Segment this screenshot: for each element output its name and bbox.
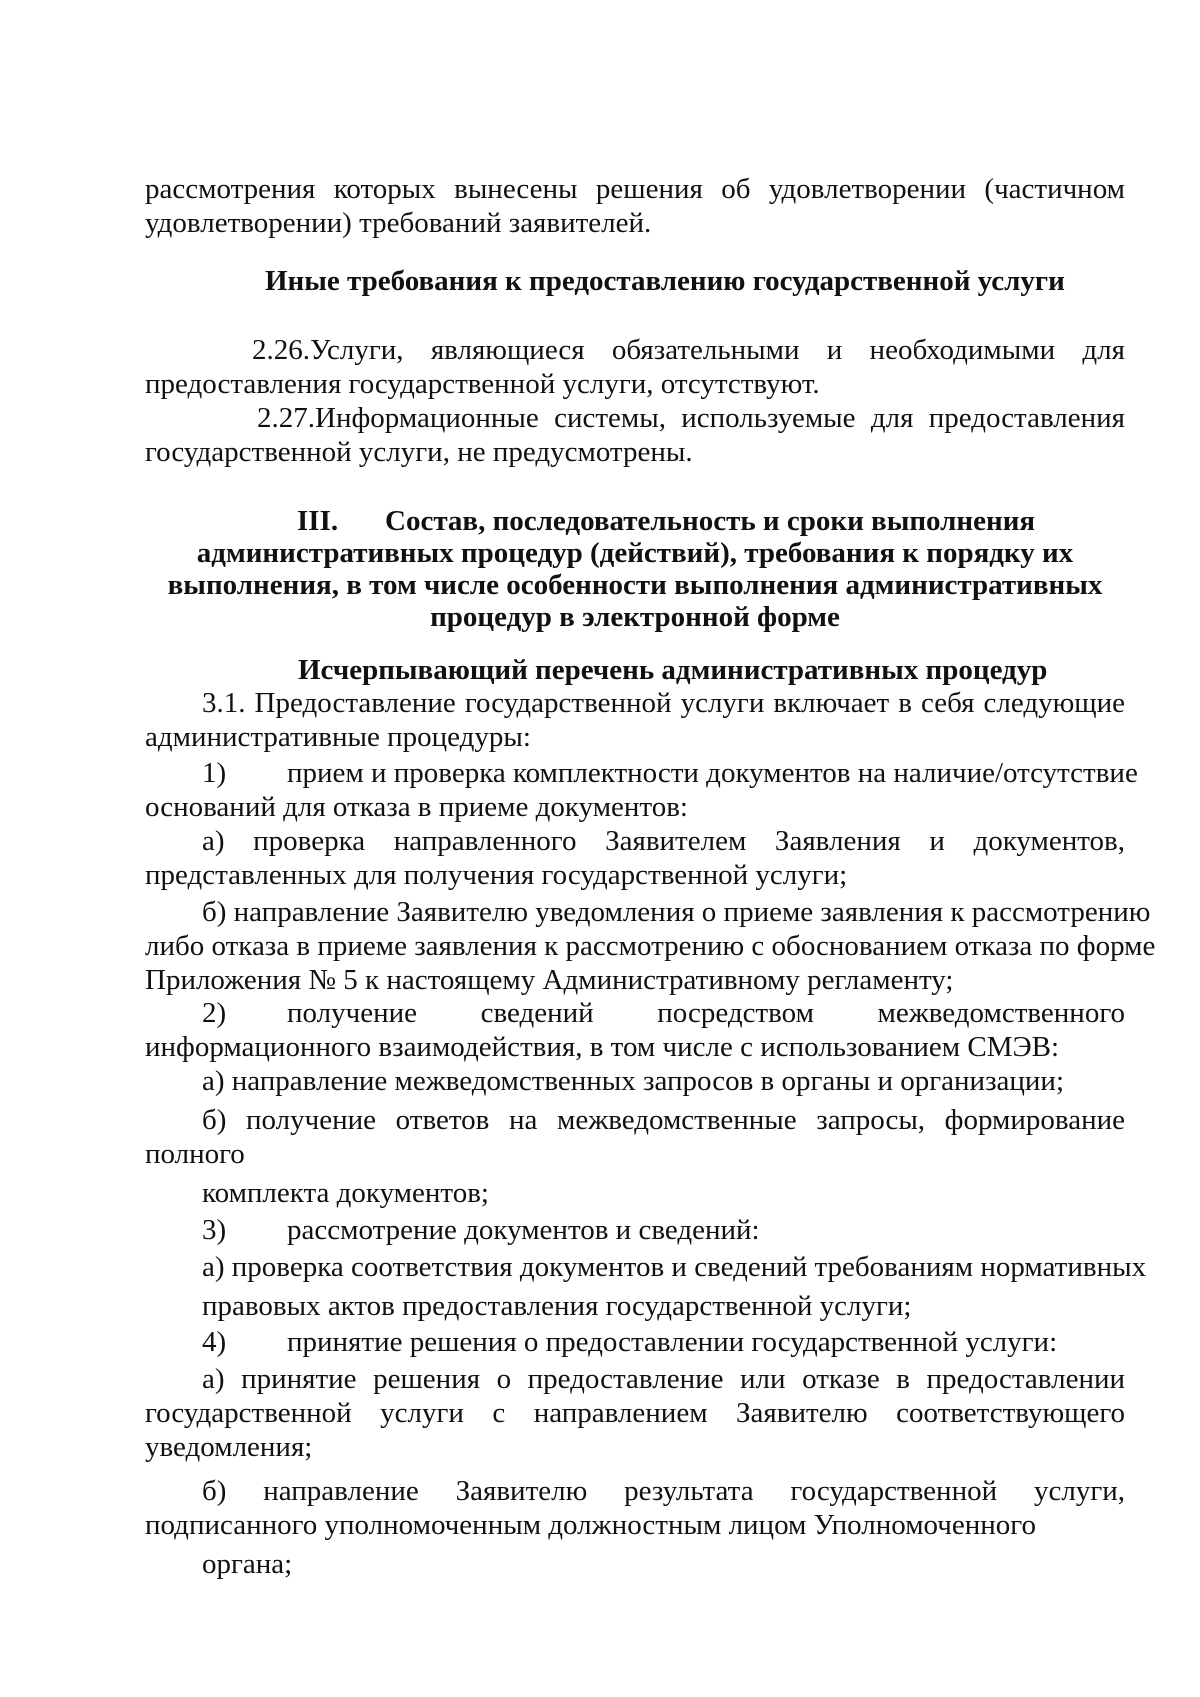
- section-heading-line: процедур в электронной форме: [430, 601, 840, 633]
- list-subitem-line: органа;: [202, 1548, 293, 1580]
- list-subitem-line: Приложения № 5 к настоящему Административному регламенту;: [145, 964, 954, 996]
- paragraph-line: 2.26.Услуги, являющиеся обязательными и необходимыми для: [252, 334, 1125, 366]
- list-subitem-line: подписанного уполномоченным должностным лицом Уполномоченного: [145, 1509, 1036, 1541]
- paragraph-line: административные процедуры:: [145, 721, 531, 753]
- list-item-line: принятие решения о предоставлении государственной услуги:: [287, 1326, 1058, 1358]
- list-item-line: рассмотрение документов и сведений:: [287, 1214, 760, 1246]
- list-subitem-line: а) принятие решения о предоставление или отказе в предоставлении: [202, 1363, 1125, 1395]
- section-heading-line: административных процедур (действий), требования к порядку их: [196, 537, 1074, 569]
- list-number: 1): [202, 757, 227, 789]
- list-subitem-line: полного: [145, 1138, 245, 1170]
- list-subitem-line: уведомления;: [145, 1431, 313, 1463]
- section-heading-line: выполнения, в том числе особенности выполнения административных: [167, 569, 1103, 601]
- list-subitem-line: а) направление межведомственных запросов в органы и организации;: [202, 1065, 1065, 1097]
- section-heading-line: Состав, последовательность и сроки выполнения: [385, 505, 1036, 537]
- paragraph-line: 2.27.Информационные системы, используемые для предоставления: [257, 402, 1125, 434]
- list-subitem-line: правовых актов предоставления государственной услуги;: [202, 1290, 912, 1322]
- list-item-line: оснований для отказа в приеме документов:: [145, 791, 688, 823]
- section-heading: Иные требования к предоставлению государственной услуги: [265, 265, 1065, 297]
- list-subitem-line: либо отказа в приеме заявления к рассмотрению с обоснованием отказа по форме: [145, 930, 1156, 962]
- list-subitem-line: государственной услуги с направлением Заявителю соответствующего: [145, 1397, 1125, 1429]
- list-subitem-line: а) проверка соответствия документов и сведений требованиям нормативных: [202, 1251, 1147, 1283]
- list-number: 3): [202, 1214, 227, 1246]
- list-item-line: получение сведений посредством межведомственного: [287, 997, 1125, 1029]
- paragraph-line: рассмотрения которых вынесены решения об удовлетворении (частичном: [145, 173, 1125, 205]
- list-item-line: прием и проверка комплектности документов на наличие/отсутствие: [287, 757, 1138, 789]
- paragraph-line: государственной услуги, не предусмотрены.: [145, 436, 693, 468]
- list-subitem-line: б) направление Заявителю результата государственной услуги,: [202, 1475, 1125, 1507]
- list-subitem-line: представленных для получения государственной услуги;: [145, 859, 848, 891]
- paragraph-line: удовлетворении) требований заявителей.: [145, 207, 652, 239]
- list-subitem-line: а) проверка направленного Заявителем Заявления и документов,: [202, 825, 1125, 857]
- list-item-line: информационного взаимодействия, в том числе с использованием СМЭВ:: [145, 1031, 1060, 1063]
- subsection-heading: Исчерпывающий перечень административных процедур: [298, 654, 1048, 686]
- list-subitem-line: б) получение ответов на межведомственные запросы, формирование: [202, 1104, 1125, 1136]
- section-roman-numeral: III.: [297, 505, 339, 537]
- list-number: 2): [202, 997, 227, 1029]
- paragraph-line: предоставления государственной услуги, отсутствуют.: [145, 368, 820, 400]
- list-subitem-line: б) направление Заявителю уведомления о приеме заявления к рассмотрению: [202, 896, 1151, 928]
- paragraph-line: 3.1. Предоставление государственной услуги включает в себя следующие: [202, 687, 1125, 719]
- list-number: 4): [202, 1326, 227, 1358]
- list-subitem-line: комплекта документов;: [202, 1177, 489, 1209]
